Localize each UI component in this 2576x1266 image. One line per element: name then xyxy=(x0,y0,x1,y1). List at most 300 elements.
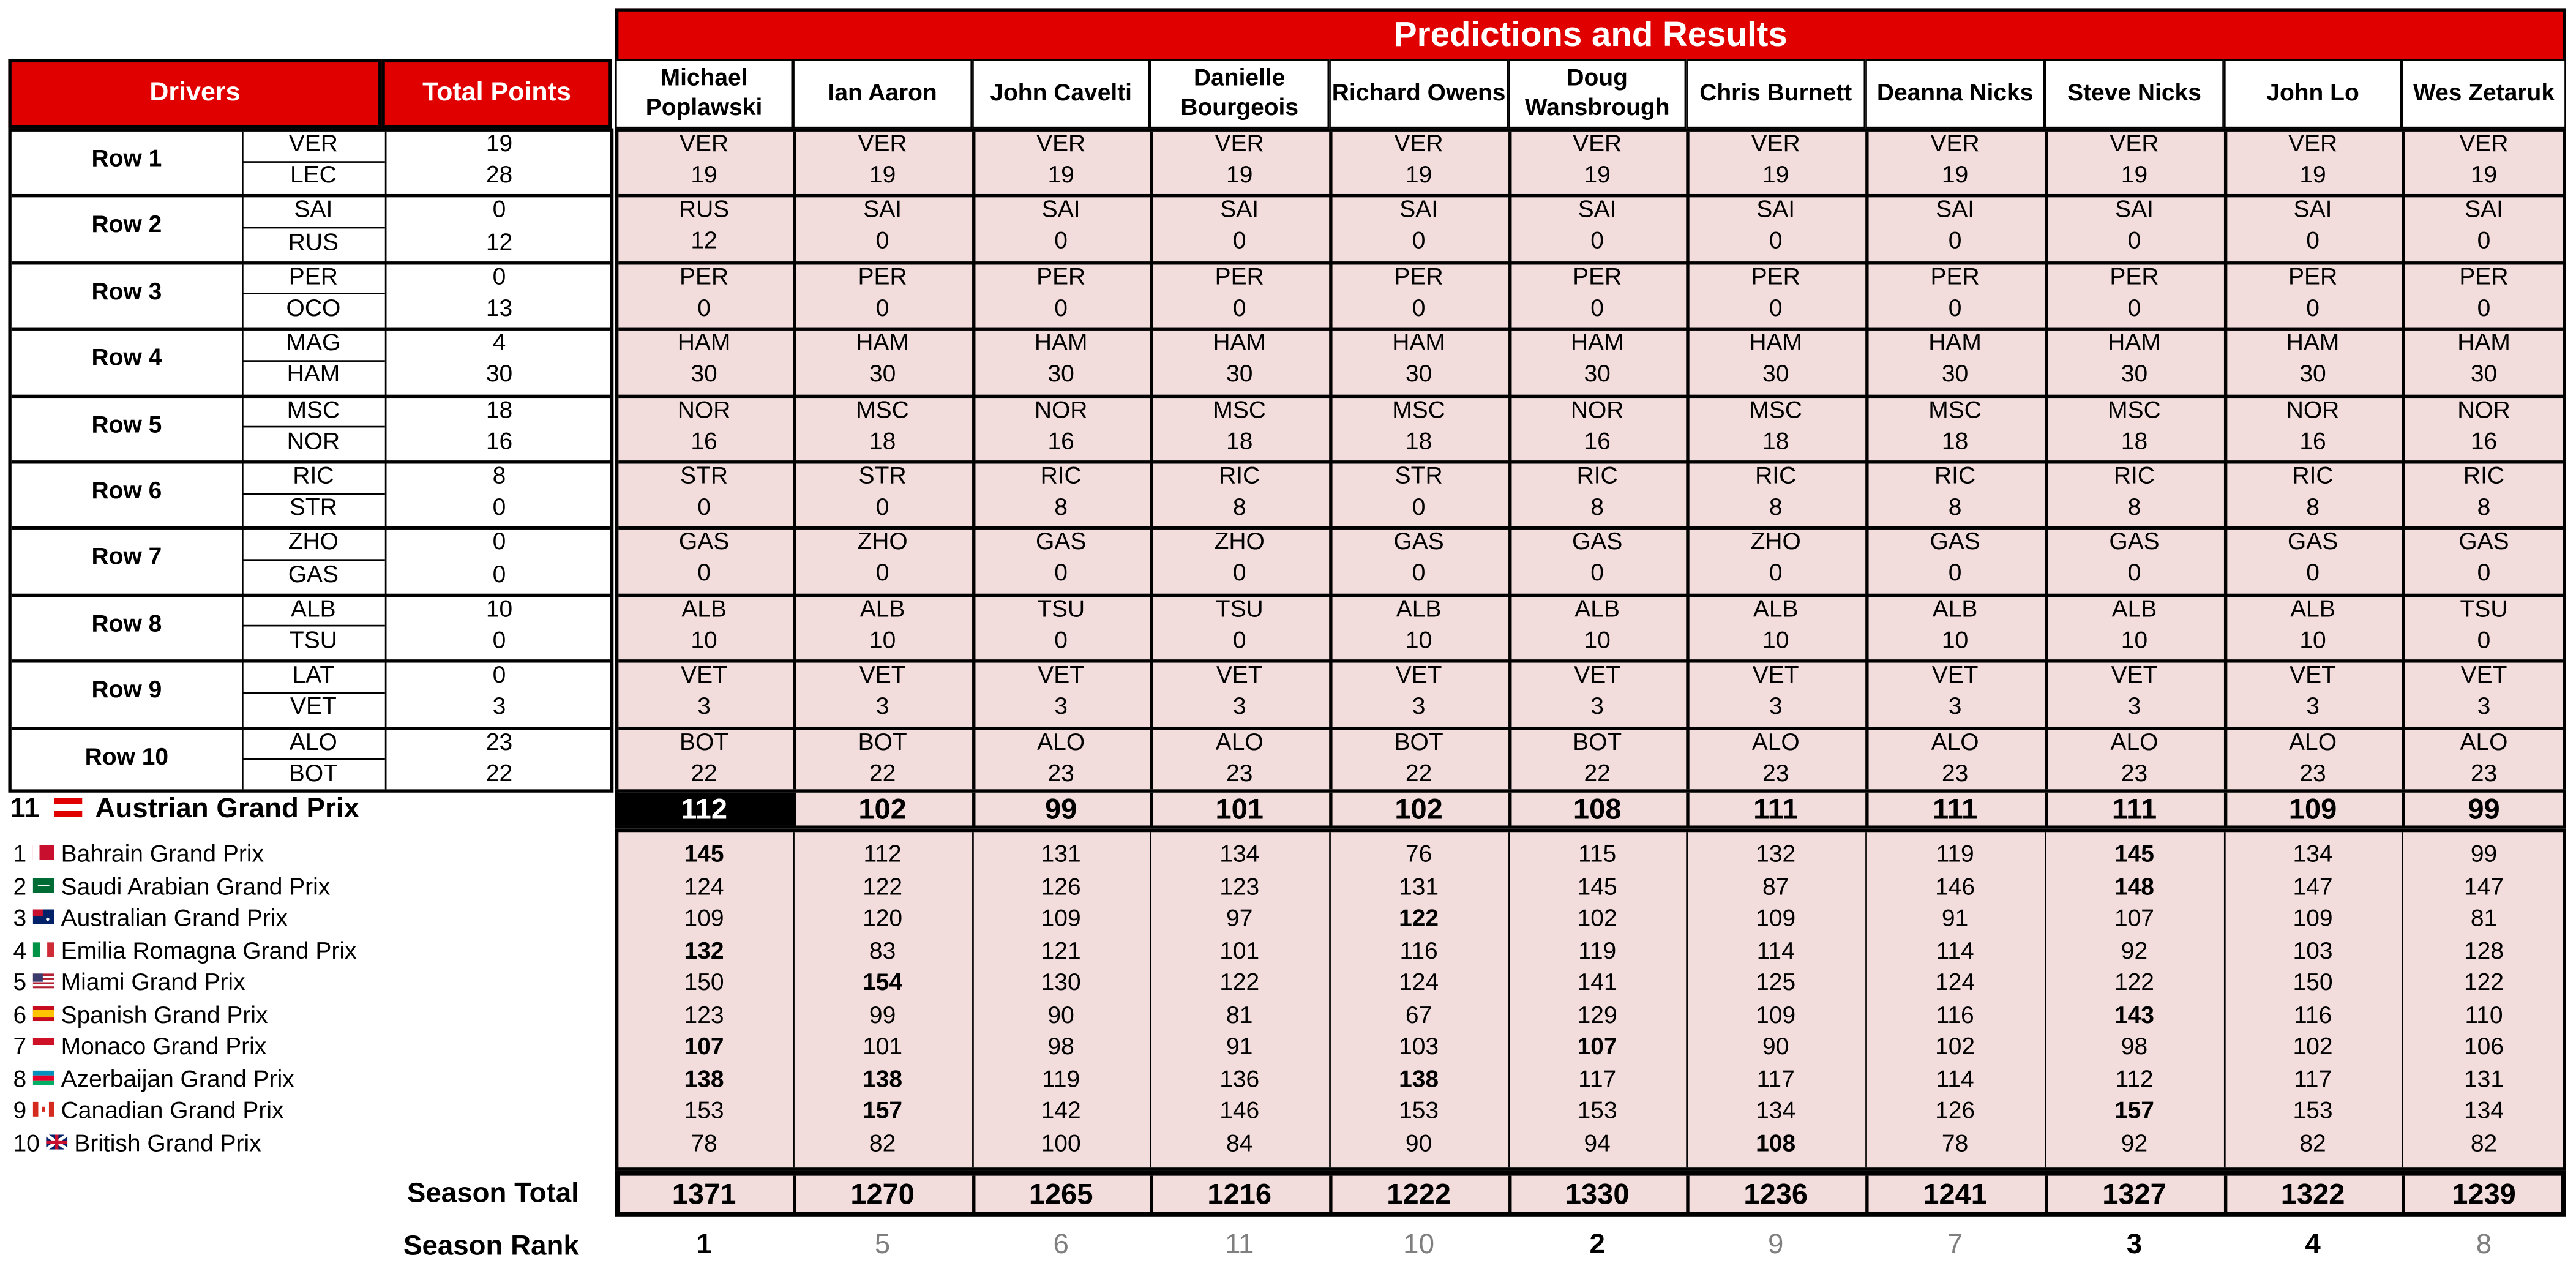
race-score: 148 xyxy=(2114,874,2155,901)
current-race-score: 112 xyxy=(615,793,793,826)
pick-points: 0 xyxy=(1232,295,1246,322)
race-score: 114 xyxy=(1936,938,1974,965)
pick-driver: VER xyxy=(2110,131,2159,158)
pick-driver: NOR xyxy=(1034,397,1088,424)
pick-points: 0 xyxy=(2306,295,2320,322)
driver-divider xyxy=(242,758,385,760)
race-score: 76 xyxy=(1405,842,1432,869)
pick-points: 30 xyxy=(1584,362,1611,389)
pick-points: 10 xyxy=(691,627,717,654)
row-label: Row 5 xyxy=(91,412,162,439)
race-label xyxy=(13,1001,605,1033)
pick-points: 16 xyxy=(1047,429,1074,455)
pick-driver: TSU xyxy=(2460,596,2508,623)
race-number: 7 xyxy=(13,1034,27,1061)
pick-driver: VER xyxy=(1751,131,1800,158)
row-label: Row 10 xyxy=(84,744,169,771)
race-score: 132 xyxy=(684,938,724,965)
pick-points: 10 xyxy=(1941,627,1969,654)
col-divider xyxy=(2224,1176,2227,1212)
driver-points: 10 xyxy=(485,596,513,623)
pick-driver: VET xyxy=(1216,663,1263,690)
race-score: 116 xyxy=(2293,1002,2332,1029)
pick-driver: RIC xyxy=(2463,463,2505,490)
pick-driver: GAS xyxy=(1393,530,1444,556)
race-score: 103 xyxy=(2293,938,2333,965)
race-number: 9 xyxy=(13,1098,27,1125)
driver-divider xyxy=(242,160,385,162)
driver-divider xyxy=(242,293,385,295)
pick-points: 19 xyxy=(2299,162,2326,189)
pick-points: 10 xyxy=(2299,627,2326,654)
season-total-value: 1265 xyxy=(1028,1177,1093,1211)
race-name: Spanish Grand Prix xyxy=(61,1002,268,1029)
race-score: 143 xyxy=(2114,1002,2155,1029)
race-history-table xyxy=(615,829,2566,1171)
race-score: 82 xyxy=(869,1130,896,1157)
season-total-value: 1327 xyxy=(2102,1177,2166,1211)
pick-points: 0 xyxy=(1590,229,1604,256)
driver-code: BOT xyxy=(288,761,338,788)
col-divider xyxy=(1865,132,1868,789)
pick-points: 0 xyxy=(1590,561,1604,588)
pick-points: 0 xyxy=(2127,561,2141,588)
col-divider xyxy=(2045,832,2046,1167)
pick-driver: ALB xyxy=(1753,596,1799,623)
race-score: 82 xyxy=(2299,1130,2326,1157)
player-header: Deanna Nicks xyxy=(1865,59,2045,129)
pick-driver: ALB xyxy=(2290,596,2335,623)
driver-code: MAG xyxy=(286,331,341,358)
pick-driver: TSU xyxy=(1037,596,1085,623)
row-divider xyxy=(12,195,610,198)
pick-points: 18 xyxy=(1762,429,1789,455)
race-score: 99 xyxy=(2470,842,2498,869)
driver-code: RUS xyxy=(288,229,339,256)
driver-code: VET xyxy=(290,694,337,721)
pick-driver: RIC xyxy=(2113,463,2155,490)
pick-driver: PER xyxy=(2110,264,2159,291)
uk-flag-icon xyxy=(47,1134,68,1148)
pick-driver: ZHO xyxy=(1214,530,1265,556)
row-divider xyxy=(618,527,2563,530)
row-divider xyxy=(12,460,610,463)
pick-points: 0 xyxy=(1232,229,1246,256)
pick-points: 16 xyxy=(691,429,717,455)
race-score: 98 xyxy=(1047,1034,1074,1061)
pick-points: 19 xyxy=(2121,162,2148,189)
pick-points: 3 xyxy=(2127,694,2141,721)
col-divider xyxy=(2224,832,2226,1167)
race-score: 101 xyxy=(1219,938,1260,965)
pick-points: 3 xyxy=(875,694,889,721)
race-score: 126 xyxy=(1935,1098,1975,1125)
pick-points: 30 xyxy=(869,362,896,389)
driver-points: 0 xyxy=(492,628,506,655)
driver-code: GAS xyxy=(288,561,339,588)
col-divider xyxy=(1686,832,1688,1167)
pick-driver: ALO xyxy=(1037,729,1085,756)
bahrain-flag-icon xyxy=(33,845,54,860)
driver-points: 30 xyxy=(485,362,513,389)
pick-points: 19 xyxy=(1405,162,1432,189)
austria-flag-icon xyxy=(54,798,82,817)
race-score: 102 xyxy=(2293,1034,2333,1061)
pick-points: 30 xyxy=(1226,362,1253,389)
pick-points: 30 xyxy=(2470,362,2498,389)
race-number: 1 xyxy=(13,842,27,869)
pick-points: 0 xyxy=(2477,295,2491,322)
pick-driver: RIC xyxy=(1755,463,1797,490)
driver-code: LEC xyxy=(290,163,337,190)
driver-code: OCO xyxy=(286,296,341,323)
italy-flag-icon xyxy=(33,942,54,956)
player-header: Richard Owens xyxy=(1329,59,1508,129)
pick-driver: RIC xyxy=(2292,463,2334,490)
pick-driver: PER xyxy=(2288,264,2338,291)
race-score: 150 xyxy=(2293,970,2333,997)
player-header: Ian Aaron xyxy=(793,59,972,129)
race-score: 87 xyxy=(1762,874,1789,901)
race-score: 145 xyxy=(684,842,724,869)
pick-driver: BOT xyxy=(1394,729,1443,756)
race-score: 147 xyxy=(2293,874,2333,901)
current-race-scores xyxy=(615,789,2566,828)
race-score: 138 xyxy=(684,1066,724,1093)
pick-driver: MSC xyxy=(1213,397,1267,424)
race-name: Monaco Grand Prix xyxy=(61,1034,267,1061)
col-divider xyxy=(793,832,795,1167)
pick-points: 10 xyxy=(1584,627,1611,654)
col-divider xyxy=(972,1176,975,1212)
driver-code: MSC xyxy=(286,397,340,424)
pick-driver: GAS xyxy=(1036,530,1087,556)
row-divider xyxy=(12,593,610,596)
pick-driver: HAM xyxy=(2108,331,2161,358)
pick-points: 0 xyxy=(1054,627,1068,654)
pick-driver: PER xyxy=(1573,264,1622,291)
race-score: 81 xyxy=(2470,906,2498,933)
pick-points: 0 xyxy=(2127,229,2141,256)
pick-driver: NOR xyxy=(1570,397,1624,424)
race-score: 138 xyxy=(1399,1066,1439,1093)
player-header: Chris Burnett xyxy=(1686,59,1865,129)
pick-points: 0 xyxy=(697,295,711,322)
pick-points: 22 xyxy=(869,760,896,787)
season-total-value: 1241 xyxy=(1923,1177,1987,1211)
row-label: Row 1 xyxy=(91,146,162,173)
pick-driver: VER xyxy=(1573,131,1622,158)
season-rank-value: 7 xyxy=(1947,1228,1963,1260)
pick-driver: MSC xyxy=(1749,397,1803,424)
driver-points: 0 xyxy=(492,663,506,690)
race-score: 141 xyxy=(1577,970,1617,997)
pick-points: 23 xyxy=(1941,760,1969,787)
race-score: 129 xyxy=(1577,1002,1617,1029)
pick-points: 0 xyxy=(1054,561,1068,588)
driver-points: 23 xyxy=(485,729,513,756)
driver-divider xyxy=(242,626,385,627)
race-score: 91 xyxy=(1226,1034,1253,1061)
race-number: 8 xyxy=(13,1066,27,1093)
col-divider xyxy=(2045,132,2048,789)
race-score: 107 xyxy=(684,1034,724,1061)
pick-driver: VER xyxy=(2288,131,2338,158)
race-score: 153 xyxy=(684,1098,724,1125)
race-score: 131 xyxy=(1041,842,1081,869)
race-score: 145 xyxy=(1577,874,1617,901)
driver-points: 0 xyxy=(492,561,506,588)
race-score: 124 xyxy=(1935,970,1975,997)
pick-driver: HAM xyxy=(2457,331,2510,358)
col-divider xyxy=(1508,793,1511,826)
race-score: 114 xyxy=(1936,1066,1974,1093)
pick-driver: SAI xyxy=(1936,198,1975,225)
race-score: 83 xyxy=(869,938,896,965)
page-title: Predictions and Results xyxy=(615,8,2566,64)
race-score: 153 xyxy=(1399,1098,1439,1125)
pick-points: 3 xyxy=(1232,694,1246,721)
pick-driver: ALO xyxy=(2110,729,2159,756)
pick-points: 0 xyxy=(1412,561,1426,588)
pick-points: 23 xyxy=(1047,760,1074,787)
season-rank-value: 9 xyxy=(1768,1228,1784,1260)
pick-driver: GAS xyxy=(1930,530,1980,556)
driver-code: RIC xyxy=(293,463,334,490)
saudi-flag-icon xyxy=(33,877,54,892)
pick-driver: HAM xyxy=(2286,331,2340,358)
race-name: Australian Grand Prix xyxy=(61,906,288,933)
pick-driver: PER xyxy=(1036,264,1086,291)
row-label: Row 6 xyxy=(91,478,162,505)
pick-points: 0 xyxy=(1769,229,1783,256)
pick-driver: ALB xyxy=(859,596,905,623)
pick-points: 3 xyxy=(1948,694,1962,721)
pick-driver: ALB xyxy=(1574,596,1620,623)
race-number: 6 xyxy=(13,1002,27,1029)
race-score: 94 xyxy=(1584,1130,1611,1157)
pick-driver: PER xyxy=(858,264,907,291)
pick-driver: RIC xyxy=(1219,463,1260,490)
race-score: 117 xyxy=(1756,1066,1795,1093)
race-score: 67 xyxy=(1405,1002,1432,1029)
pick-driver: MSC xyxy=(1928,397,1982,424)
race-score: 100 xyxy=(1041,1130,1081,1157)
col-divider xyxy=(2045,793,2048,826)
driver-divider xyxy=(242,559,385,561)
current-race-score: 102 xyxy=(1395,792,1443,826)
season-rank-value: 8 xyxy=(2476,1228,2492,1260)
col-divider xyxy=(793,1176,796,1212)
pick-points: 18 xyxy=(1226,429,1253,455)
race-score: 117 xyxy=(2293,1066,2332,1093)
pick-driver: VER xyxy=(1215,131,1264,158)
driver-divider xyxy=(242,493,385,495)
season-total-value: 1330 xyxy=(1565,1177,1630,1211)
col-divider xyxy=(972,793,975,826)
pick-points: 3 xyxy=(697,694,711,721)
pick-points: 19 xyxy=(691,162,717,189)
race-label xyxy=(13,1097,605,1129)
pick-points: 19 xyxy=(1762,162,1789,189)
pick-points: 22 xyxy=(691,760,717,787)
race-name: Azerbaijan Grand Prix xyxy=(61,1066,294,1093)
race-score: 109 xyxy=(1756,1002,1796,1029)
driver-points: 8 xyxy=(492,463,506,490)
race-label xyxy=(13,841,605,872)
race-score: 134 xyxy=(2463,1098,2504,1125)
pick-driver: ALO xyxy=(2289,729,2337,756)
race-score: 123 xyxy=(1219,874,1260,901)
race-score: 78 xyxy=(1941,1130,1969,1157)
pick-points: 0 xyxy=(1232,561,1246,588)
driver-points: 28 xyxy=(485,163,513,190)
pick-driver: VET xyxy=(2460,663,2507,690)
drivers-table xyxy=(8,129,613,793)
race-score: 130 xyxy=(1041,970,1081,997)
pick-points: 18 xyxy=(1405,429,1432,455)
season-total-value: 1216 xyxy=(1207,1177,1272,1211)
pick-driver: SAI xyxy=(1399,198,1439,225)
pick-points: 23 xyxy=(2470,760,2498,787)
total-points-header: Total Points xyxy=(381,59,612,129)
pick-driver: ALO xyxy=(2460,729,2508,756)
pick-driver: GAS xyxy=(1572,530,1623,556)
race-score: 119 xyxy=(1042,1066,1080,1093)
pick-points: 10 xyxy=(869,627,896,654)
pick-points: 0 xyxy=(2306,561,2320,588)
driver-points: 0 xyxy=(492,495,506,522)
race-score: 112 xyxy=(863,842,902,869)
pick-driver: PER xyxy=(2459,264,2509,291)
pick-driver: VET xyxy=(1395,663,1442,690)
col-divider xyxy=(1686,793,1689,826)
pick-points: 0 xyxy=(1590,295,1604,322)
race-score: 142 xyxy=(1041,1098,1081,1125)
race-score: 103 xyxy=(1399,1034,1439,1061)
pick-points: 3 xyxy=(1054,694,1068,721)
pick-points: 19 xyxy=(869,162,896,189)
race-score: 92 xyxy=(2121,1130,2148,1157)
pick-points: 3 xyxy=(1412,694,1426,721)
driver-points: 12 xyxy=(485,229,513,256)
race-score: 99 xyxy=(869,1002,896,1029)
pick-points: 16 xyxy=(1584,429,1611,455)
pick-points: 0 xyxy=(1412,495,1426,522)
row-divider xyxy=(618,660,2563,663)
row-divider xyxy=(618,328,2563,331)
pick-points: 18 xyxy=(2121,429,2148,455)
col-divider xyxy=(1150,1176,1153,1212)
pick-driver: SAI xyxy=(2293,198,2332,225)
driver-points: 18 xyxy=(485,397,513,424)
race-score: 153 xyxy=(2293,1098,2333,1125)
driver-divider xyxy=(242,359,385,361)
pick-points: 3 xyxy=(1590,694,1604,721)
race-score: 114 xyxy=(1756,938,1795,965)
driver-points: 13 xyxy=(485,296,513,323)
pick-driver: STR xyxy=(1395,463,1443,490)
current-race-score: 111 xyxy=(1753,792,1799,826)
pick-driver: SAI xyxy=(1578,198,1617,225)
race-score: 132 xyxy=(1756,842,1796,869)
pick-driver: VET xyxy=(1574,663,1621,690)
driver-code: TSU xyxy=(289,628,337,655)
driver-code: LAT xyxy=(292,663,335,690)
row-divider xyxy=(618,593,2563,596)
pick-driver: VER xyxy=(1930,131,1980,158)
pick-points: 19 xyxy=(1941,162,1969,189)
pick-points: 23 xyxy=(1226,760,1253,787)
col-divider xyxy=(1508,1176,1511,1212)
player-header: Wes Zetaruk xyxy=(2402,59,2566,129)
pick-driver: MSC xyxy=(856,397,909,424)
col-divider xyxy=(1865,832,1867,1167)
driver-code: ALB xyxy=(291,596,336,623)
col-divider xyxy=(1686,132,1689,789)
row-divider xyxy=(12,527,610,530)
pick-driver: GAS xyxy=(2458,530,2509,556)
col-divider xyxy=(1329,793,1332,826)
col-divider xyxy=(1150,793,1153,826)
race-score: 102 xyxy=(1935,1034,1975,1061)
current-race-score: 102 xyxy=(858,792,907,826)
pick-driver: STR xyxy=(680,463,728,490)
season-rank-value: 11 xyxy=(1225,1228,1254,1260)
race-score: 97 xyxy=(1226,906,1253,933)
col-divider xyxy=(793,132,796,789)
season-rank-value: 6 xyxy=(1053,1228,1069,1260)
pick-driver: RIC xyxy=(1576,463,1618,490)
race-score: 138 xyxy=(863,1066,903,1093)
pick-points: 8 xyxy=(2127,495,2141,522)
col-divider xyxy=(1865,1176,1868,1212)
race-score: 131 xyxy=(1399,874,1439,901)
col-divider xyxy=(1508,132,1511,789)
race-score: 107 xyxy=(2114,906,2155,933)
col-divider xyxy=(1150,132,1153,789)
race-score: 145 xyxy=(2114,842,2155,869)
pick-points: 0 xyxy=(1769,561,1783,588)
pick-points: 0 xyxy=(1412,229,1426,256)
pick-points: 10 xyxy=(1762,627,1789,654)
race-score: 157 xyxy=(2114,1098,2155,1125)
race-score: 150 xyxy=(684,970,724,997)
driver-divider xyxy=(242,227,385,228)
race-name: Bahrain Grand Prix xyxy=(61,842,264,869)
race-score: 112 xyxy=(2115,1066,2154,1093)
pick-driver: VET xyxy=(2290,663,2336,690)
usa-flag-icon xyxy=(33,973,54,988)
pick-points: 10 xyxy=(1405,627,1432,654)
pick-points: 30 xyxy=(1047,362,1074,389)
race-score: 125 xyxy=(1756,970,1796,997)
pick-points: 16 xyxy=(2470,429,2498,455)
race-score: 102 xyxy=(1577,906,1617,933)
race-number: 2 xyxy=(13,874,27,901)
season-total-value: 1236 xyxy=(1743,1177,1808,1211)
pick-points: 16 xyxy=(2299,429,2326,455)
pick-driver: VER xyxy=(2459,131,2509,158)
pick-driver: MSC xyxy=(1392,397,1445,424)
driver-code: ZHO xyxy=(288,530,339,556)
pick-points: 10 xyxy=(2121,627,2148,654)
pick-driver: ALO xyxy=(1751,729,1800,756)
pick-driver: BOT xyxy=(680,729,729,756)
col-divider xyxy=(972,132,975,789)
season-total-value: 1222 xyxy=(1387,1177,1451,1211)
driver-points: 16 xyxy=(485,429,513,455)
